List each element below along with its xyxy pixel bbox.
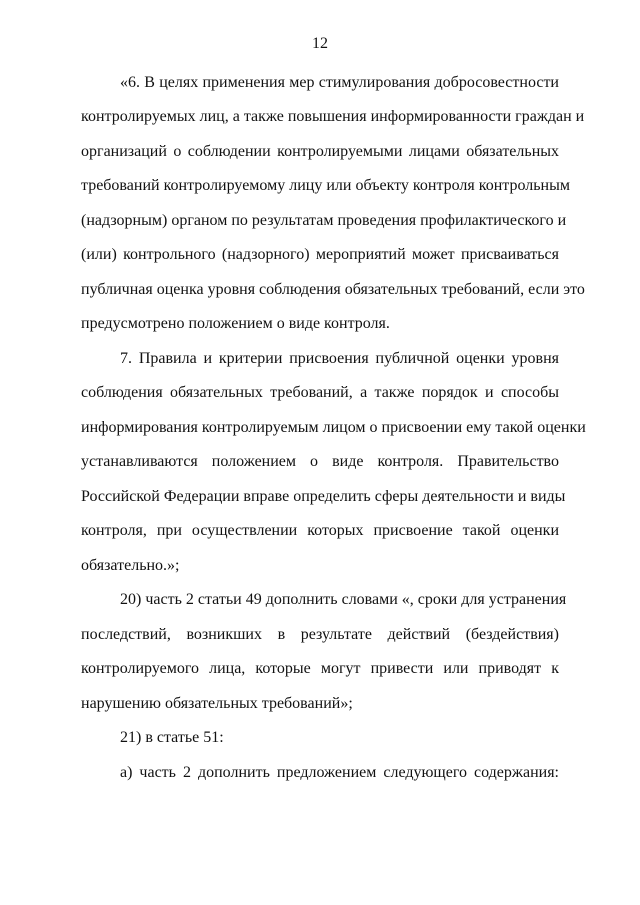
text-line: устанавливаются положением о виде контроля. Правительство bbox=[81, 453, 559, 470]
text-line: предусмотрено положением о виде контроля. bbox=[81, 315, 390, 332]
text-line: обязательно.»; bbox=[81, 557, 180, 574]
text-line: (надзорным) органом по результатам проведения профилактического и bbox=[81, 212, 567, 229]
text-line: публичная оценка уровня соблюдения обязательных требований, если это bbox=[81, 281, 585, 298]
text-line: последствий, возникших в результате действий (бездействия) bbox=[81, 626, 559, 643]
text-line: 20) часть 2 статьи 49 дополнить словами «, сроки для устранения bbox=[120, 591, 567, 608]
text-line: а) часть 2 дополнить предложением следующего содержания: bbox=[120, 764, 559, 781]
page-number: 12 bbox=[312, 35, 328, 52]
text-line: (или) контрольного (надзорного) мероприятий может присваиваться bbox=[81, 246, 559, 263]
text-line: 21) в статье 51: bbox=[120, 729, 224, 746]
text-line: контролируемого лица, которые могут привести или приводят к bbox=[81, 660, 559, 677]
text-line: контролируемых лиц, а также повышения информированности граждан и bbox=[81, 108, 585, 125]
text-line: информирования контролируемым лицом о присвоении ему такой оценки bbox=[81, 419, 586, 436]
text-line: Российской Федерации вправе определить сферы деятельности и виды bbox=[81, 488, 566, 505]
text-line: 7. Правила и критерии присвоения публичной оценки уровня bbox=[120, 350, 559, 367]
text-line: соблюдения обязательных требований, а также порядок и способы bbox=[81, 384, 559, 401]
text-line: «6. В целях применения мер стимулирования добросовестности bbox=[120, 74, 559, 91]
text-line: нарушению обязательных требований»; bbox=[81, 695, 353, 712]
text-line: контроля, при осуществлении которых присвоение такой оценки bbox=[81, 522, 559, 539]
text-line: требований контролируемому лицу или объекту контроля контрольным bbox=[81, 177, 570, 194]
text-line: организаций о соблюдении контролируемыми лицами обязательных bbox=[81, 143, 559, 160]
